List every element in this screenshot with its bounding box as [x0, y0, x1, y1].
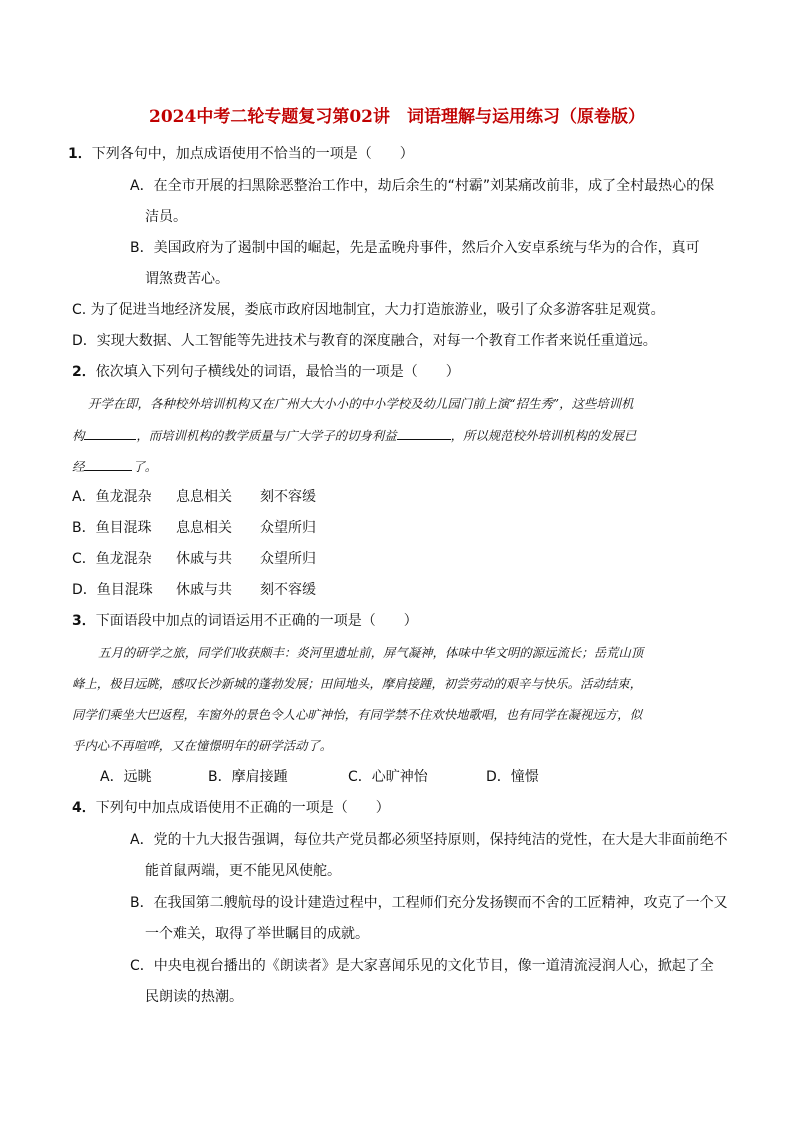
q1-option-b-line1: B．美国政府为了遏制中国的崛起，先是孟晚舟事件，然后介入安卓系统与华为的合作，真可 [130, 240, 700, 256]
q2-passage-line3 [72, 456, 157, 477]
option-term: C．鱼龙混杂 [72, 551, 152, 567]
option-term: 休戚与共 [176, 551, 232, 567]
q2-passage-text: 了。 [132, 459, 158, 474]
q3-option-c: C．心旷神怡 [348, 769, 428, 785]
fill-blank-2 [397, 425, 451, 440]
q1-option-d: D．实现大数据、人工智能等先进技术与教育的深度融合，对每一个教育工作者来说任重道远。 [72, 333, 657, 349]
option-term: 刻不容缓 [260, 582, 316, 598]
question-4-text: 下列句中加点成语使用不正确的一项是（ ） [95, 800, 390, 816]
q4-option-a-line2: 能首鼠两端，更不能见风使舵。 [145, 863, 341, 879]
question-3-stem [72, 611, 418, 631]
option-term: D．鱼目混珠 [72, 582, 153, 598]
q2-passage-text: 构 [72, 428, 85, 443]
option-term: 休戚与共 [176, 582, 232, 598]
q1-option-a-line1: A．在全市开展的扫黑除恶整治工作中，劫后余生的“村霸”刘某痛改前非，成了全村最热心的保 [130, 178, 715, 194]
question-2-stem [72, 362, 460, 382]
q2-passage-text: 经 [72, 459, 85, 474]
question-3-number: 3． [72, 613, 96, 629]
option-term: A．鱼龙混杂 [72, 489, 152, 505]
q4-option-c-line1: C．中央电视台播出的《朗读者》是大家喜闻乐见的文化节目，像一道清流浸润人心，掀起了全 [130, 958, 714, 974]
question-3-text: 下面语段中加点的词语运用不正确的一项是（ ） [95, 613, 418, 629]
q1-option-c: C. 为了促进当地经济发展，娄底市政府因地制宜，大力打造旅游业，吸引了众多游客驻足观赏。 [72, 302, 665, 318]
q2-passage-line1: 开学在即，各种校外培训机构又在广州大大小小的中小学校及幼儿园门前上演“招生秀”，这些培训机 [88, 396, 634, 411]
option-term: 众望所归 [260, 551, 316, 567]
q4-option-a-line1: A．党的十九大报告强调，每位共产党员都必须坚持原则，保持纯洁的党性，在大是大非面前绝不 [130, 832, 728, 848]
q3-passage-line4: 乎内心不再喧哗，又在憧憬明年的研学活动了。 [72, 738, 333, 753]
option-term: 众望所归 [260, 520, 316, 536]
q4-option-b-line2: 一个难关，取得了举世瞩目的成就。 [145, 926, 369, 942]
option-term: 息息相关 [176, 489, 232, 505]
q3-option-a: A．远眺 [100, 769, 152, 785]
q3-passage-line3: 同学们乘坐大巴返程，车窗外的景色令人心旷神怡，有同学禁不住欢快地歌唱，也有同学在凝视远方，似 [72, 707, 642, 722]
q2-passage-line2 [72, 425, 636, 446]
q3-option-b: B．摩肩接踵 [208, 769, 288, 785]
question-1-number: 1． [68, 146, 92, 162]
q2-passage-text: ，而培训机构的教学质量与广大学子的切身利益 [136, 428, 397, 443]
q2-passage-text: ，所以规范校外培训机构的发展已 [450, 428, 637, 443]
q3-option-d: D．憧憬 [486, 769, 539, 785]
question-2-number: 2． [72, 364, 96, 380]
option-term: 息息相关 [176, 520, 232, 536]
q4-option-c-line2: 民朗读的热潮。 [145, 989, 243, 1005]
fill-blank-3 [84, 456, 132, 471]
q4-option-b-line1: B．在我国第二艘航母的设计建造过程中，工程师们充分发扬锲而不舍的工匠精神，攻克了一个又 [130, 895, 728, 911]
q1-option-b-line2: 谓煞费苦心。 [145, 271, 229, 287]
option-term: 刻不容缓 [260, 489, 316, 505]
question-2-text: 依次填入下列句子横线处的词语，最恰当的一项是（ ） [95, 364, 460, 380]
fill-blank-1 [84, 425, 136, 440]
q3-passage-line1: 五月的研学之旅，同学们收获颇丰：炎河里遗址前，屏气凝神，体味中华文明的源远流长；岳荒山顶 [98, 645, 644, 660]
question-4-number: 4． [72, 800, 96, 816]
question-4-stem [72, 798, 390, 818]
question-1-stem [68, 144, 414, 164]
question-1-text: 下列各句中，加点成语使用不恰当的一项是（ ） [91, 146, 414, 162]
q3-passage-line2: 峰上，极目远眺，感叹长沙新城的蓬勃发展；田间地头，摩肩接踵，初尝劳动的艰辛与快乐。活动结束， [72, 676, 642, 691]
q1-option-a-line2: 洁员。 [145, 209, 187, 225]
option-term: B．鱼目混珠 [72, 520, 152, 536]
page-title: 2024中考二轮专题复习第02讲 词语理解与运用练习（原卷版） [149, 107, 645, 127]
